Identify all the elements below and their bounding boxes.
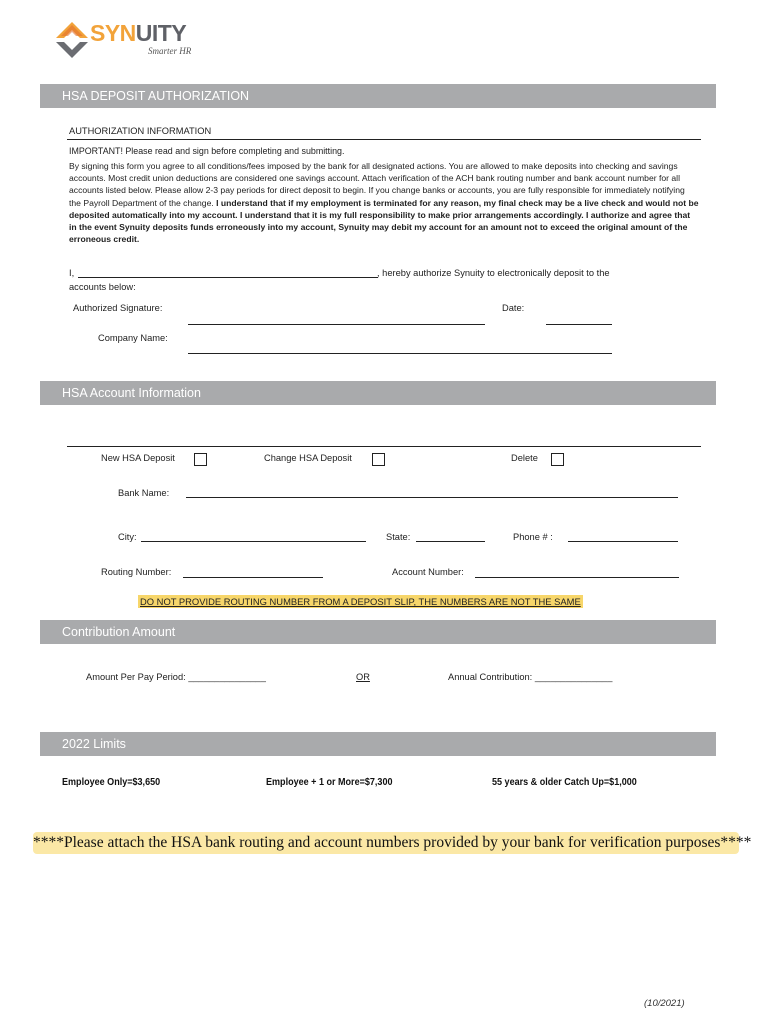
form-title-bar	[40, 84, 716, 108]
authorization-paragraph	[69, 160, 699, 245]
new-hsa-checkbox[interactable]	[194, 453, 207, 466]
city-line[interactable]	[141, 541, 366, 542]
authorize-statement: , hereby authorize Synuity to electronically deposit to the	[377, 268, 610, 278]
divider	[67, 139, 701, 140]
phone-label: Phone # :	[513, 532, 553, 542]
account-line[interactable]	[475, 577, 679, 578]
per-pay-period-field[interactable]: Amount Per Pay Period: _______________	[86, 672, 266, 682]
important-note: IMPORTANT! Please read and sign before completing and submitting.	[69, 146, 345, 156]
annual-contribution-field[interactable]: Annual Contribution: _______________	[448, 672, 613, 682]
company-line[interactable]	[188, 353, 612, 354]
attach-note: ****Please attach the HSA bank routing and account numbers provided by your bank for verification purposes****	[33, 832, 739, 854]
accounts-below-label: accounts below:	[69, 282, 136, 292]
authorize-prefix: I,	[69, 268, 75, 278]
signature-label: Authorized Signature:	[73, 303, 163, 313]
date-line[interactable]	[546, 324, 612, 325]
hsa-section-title: HSA Account Information	[62, 386, 201, 400]
state-line[interactable]	[416, 541, 485, 542]
account-label: Account Number:	[392, 567, 464, 577]
synuity-logo	[52, 18, 202, 60]
option-delete-label: Delete	[511, 453, 538, 463]
form-title: HSA DEPOSIT AUTHORIZATION	[62, 89, 250, 103]
name-line[interactable]	[78, 277, 378, 278]
change-hsa-checkbox[interactable]	[372, 453, 385, 466]
or-label: OR	[356, 672, 370, 682]
revision-date: (10/2021)	[644, 998, 685, 1009]
limits-section-title: 2022 Limits	[62, 737, 126, 751]
limits-section-bar	[40, 732, 716, 756]
hsa-section-bar	[40, 381, 716, 405]
bank-name-line[interactable]	[186, 497, 678, 498]
synuity-logo-mark-icon	[52, 20, 92, 60]
option-new-label: New HSA Deposit	[101, 453, 175, 463]
delete-checkbox[interactable]	[551, 453, 564, 466]
routing-warning: DO NOT PROVIDE ROUTING NUMBER FROM A DEPOSIT SLIP, THE NUMBERS ARE NOT THE SAME	[140, 596, 581, 607]
divider	[67, 446, 701, 447]
logo-tagline: Smarter HR	[148, 46, 192, 56]
contribution-section-title: Contribution Amount	[62, 625, 176, 639]
authorization-heading: AUTHORIZATION INFORMATION	[69, 126, 212, 136]
signature-line[interactable]	[188, 324, 485, 325]
authorization-body-emphasis: I understand that if my employment is terminated for any reason, my final check may be a live check and would not be deposited automatically into my account. I understand that it is my full responsibility to make prior arrangements accordingly. I authorize and agree that in the event Synuity deposits funds erroneously into my account, Synuity may debit my account for an amount not to exceed the original amount of the erroneous credit.	[69, 197, 699, 245]
limit-employee-plus: Employee + 1 or More=$7,300	[266, 776, 393, 788]
company-label: Company Name:	[98, 333, 168, 343]
limit-employee-only: Employee Only=$3,650	[62, 776, 161, 788]
contribution-section-bar	[40, 620, 716, 644]
phone-line[interactable]	[568, 541, 678, 542]
routing-line[interactable]	[183, 577, 323, 578]
city-label: City:	[118, 532, 137, 542]
limit-catch-up: 55 years & older Catch Up=$1,000	[492, 776, 637, 788]
date-label: Date:	[502, 303, 525, 313]
state-label: State:	[386, 532, 411, 542]
bank-name-label: Bank Name:	[118, 488, 170, 498]
option-change-label: Change HSA Deposit	[264, 453, 352, 463]
logo-wordmark: SYNUITY	[90, 20, 187, 46]
authorization-body: By signing this form you agree to all conditions/fees imposed by the bank for all designated actions. You are allowed to make deposits into checking and savings accounts. Most credit union deductions are considered one savings account. Attach verification of the ACH bank routing number and bank account number for all accounts listed below. Please allow 2-3 pay periods for direct deposit to begin. If you change banks or accounts, you are fully responsible for immediately notifying the Payroll Department of the change.	[69, 161, 685, 208]
routing-label: Routing Number:	[101, 567, 172, 577]
